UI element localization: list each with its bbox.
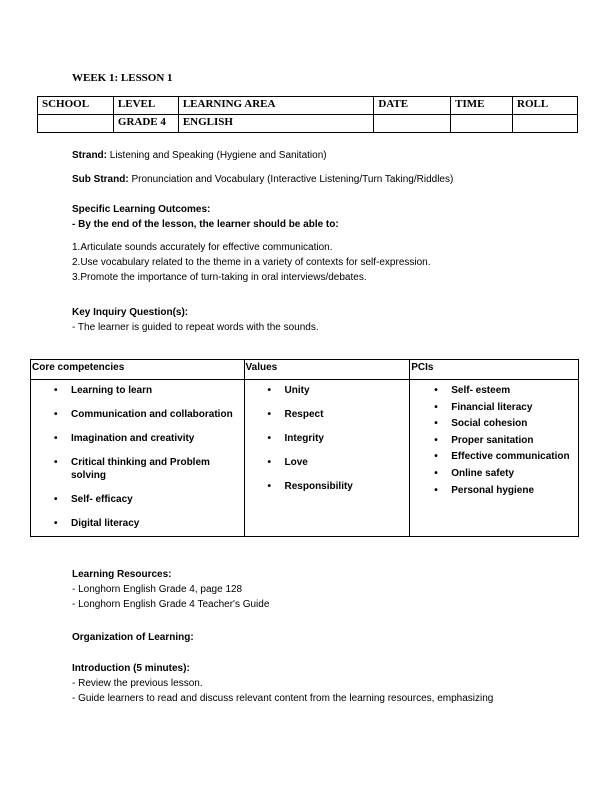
outcome-item: 1.Articulate sounds accurately for effective communication.	[72, 242, 333, 253]
resources-heading: Learning Resources:	[72, 569, 172, 580]
values-cell	[244, 380, 410, 537]
key-inquiry	[72, 305, 319, 335]
resource-item: - Longhorn English Grade 4 Teacher's Guide	[72, 599, 270, 610]
core-competencies-cell	[31, 380, 245, 537]
lesson-title: WEEK 1: LESSON 1	[72, 72, 173, 84]
list-item: • Effective communication	[451, 450, 578, 463]
list-item: • Digital literacy	[71, 517, 244, 530]
list-item: • Self- efficacy	[71, 493, 244, 506]
introduction-item: - Guide learners to read and discuss relevant content from the learning resources, emphasizing	[72, 693, 494, 704]
col-core-competencies: Core competencies	[31, 360, 245, 380]
learning-outcomes	[72, 202, 431, 285]
header-school: SCHOOL	[38, 97, 114, 115]
list-item: • Self- esteem	[451, 384, 578, 397]
core-competencies-list	[31, 384, 244, 530]
list-item: • Communication and collaboration	[71, 408, 244, 421]
value-date	[374, 115, 451, 133]
col-pcis: PCIs	[410, 360, 579, 380]
header-date: DATE	[374, 97, 451, 115]
list-item: • Online safety	[451, 467, 578, 480]
introduction-heading: Introduction (5 minutes):	[72, 663, 190, 674]
list-item: • Personal hygiene	[451, 484, 578, 497]
introduction-item: - Review the previous lesson.	[72, 678, 203, 689]
value-school	[38, 115, 114, 133]
pcis-cell	[410, 380, 579, 537]
values-list	[245, 384, 410, 493]
header-roll: ROLL	[513, 97, 578, 115]
list-item: • Imagination and creativity	[71, 432, 244, 445]
inquiry-heading: Key Inquiry Question(s):	[72, 307, 189, 318]
value-roll	[513, 115, 578, 133]
sub-strand-value: Pronunciation and Vocabulary (Interactive Listening/Turn Taking/Riddles)	[128, 174, 454, 185]
lesson-header-table	[37, 96, 578, 133]
list-item: • Financial literacy	[451, 401, 578, 414]
pcis-list	[410, 384, 578, 497]
value-learning-area: ENGLISH	[178, 115, 373, 133]
inquiry-text: - The learner is guided to repeat words with the sounds.	[72, 322, 319, 333]
sub-strand	[72, 172, 453, 187]
list-item: • Unity	[285, 384, 410, 397]
outcomes-subheading: - By the end of the lesson, the learner should be able to:	[72, 219, 339, 230]
header-level: LEVEL	[113, 97, 178, 115]
strand-label: Strand:	[72, 150, 107, 161]
outcomes-heading: Specific Learning Outcomes:	[72, 204, 211, 215]
list-item: • Integrity	[285, 432, 410, 445]
header-row	[38, 97, 578, 115]
competency-header-row	[31, 360, 579, 380]
strand	[72, 148, 327, 163]
list-item: • Responsibility	[285, 480, 410, 493]
competency-body-row	[31, 380, 579, 537]
list-item: • Love	[285, 456, 410, 469]
sub-strand-label: Sub Strand:	[72, 174, 129, 185]
introduction	[72, 661, 493, 706]
list-item: • Learning to learn	[71, 384, 244, 397]
competency-table	[30, 359, 579, 537]
outcome-item: 3.Promote the importance of turn-taking in oral interviews/debates.	[72, 272, 367, 283]
learning-resources	[72, 567, 269, 612]
list-item: • Social cohesion	[451, 417, 578, 430]
resource-item: - Longhorn English Grade 4, page 128	[72, 584, 243, 595]
list-item: • Respect	[285, 408, 410, 421]
col-values: Values	[244, 360, 410, 380]
organization-heading: Organization of Learning:	[72, 632, 194, 643]
value-time	[451, 115, 513, 133]
list-item: • Proper sanitation	[451, 434, 578, 447]
strand-value: Listening and Speaking (Hygiene and Sanitation)	[107, 150, 327, 161]
outcome-item: 2.Use vocabulary related to the theme in a variety of contexts for self-expression.	[72, 257, 431, 268]
header-learning-area: LEARNING AREA	[178, 97, 373, 115]
list-item: • Critical thinking and Problem solving	[71, 456, 244, 482]
value-row	[38, 115, 578, 133]
header-time: TIME	[451, 97, 513, 115]
value-level: GRADE 4	[113, 115, 178, 133]
